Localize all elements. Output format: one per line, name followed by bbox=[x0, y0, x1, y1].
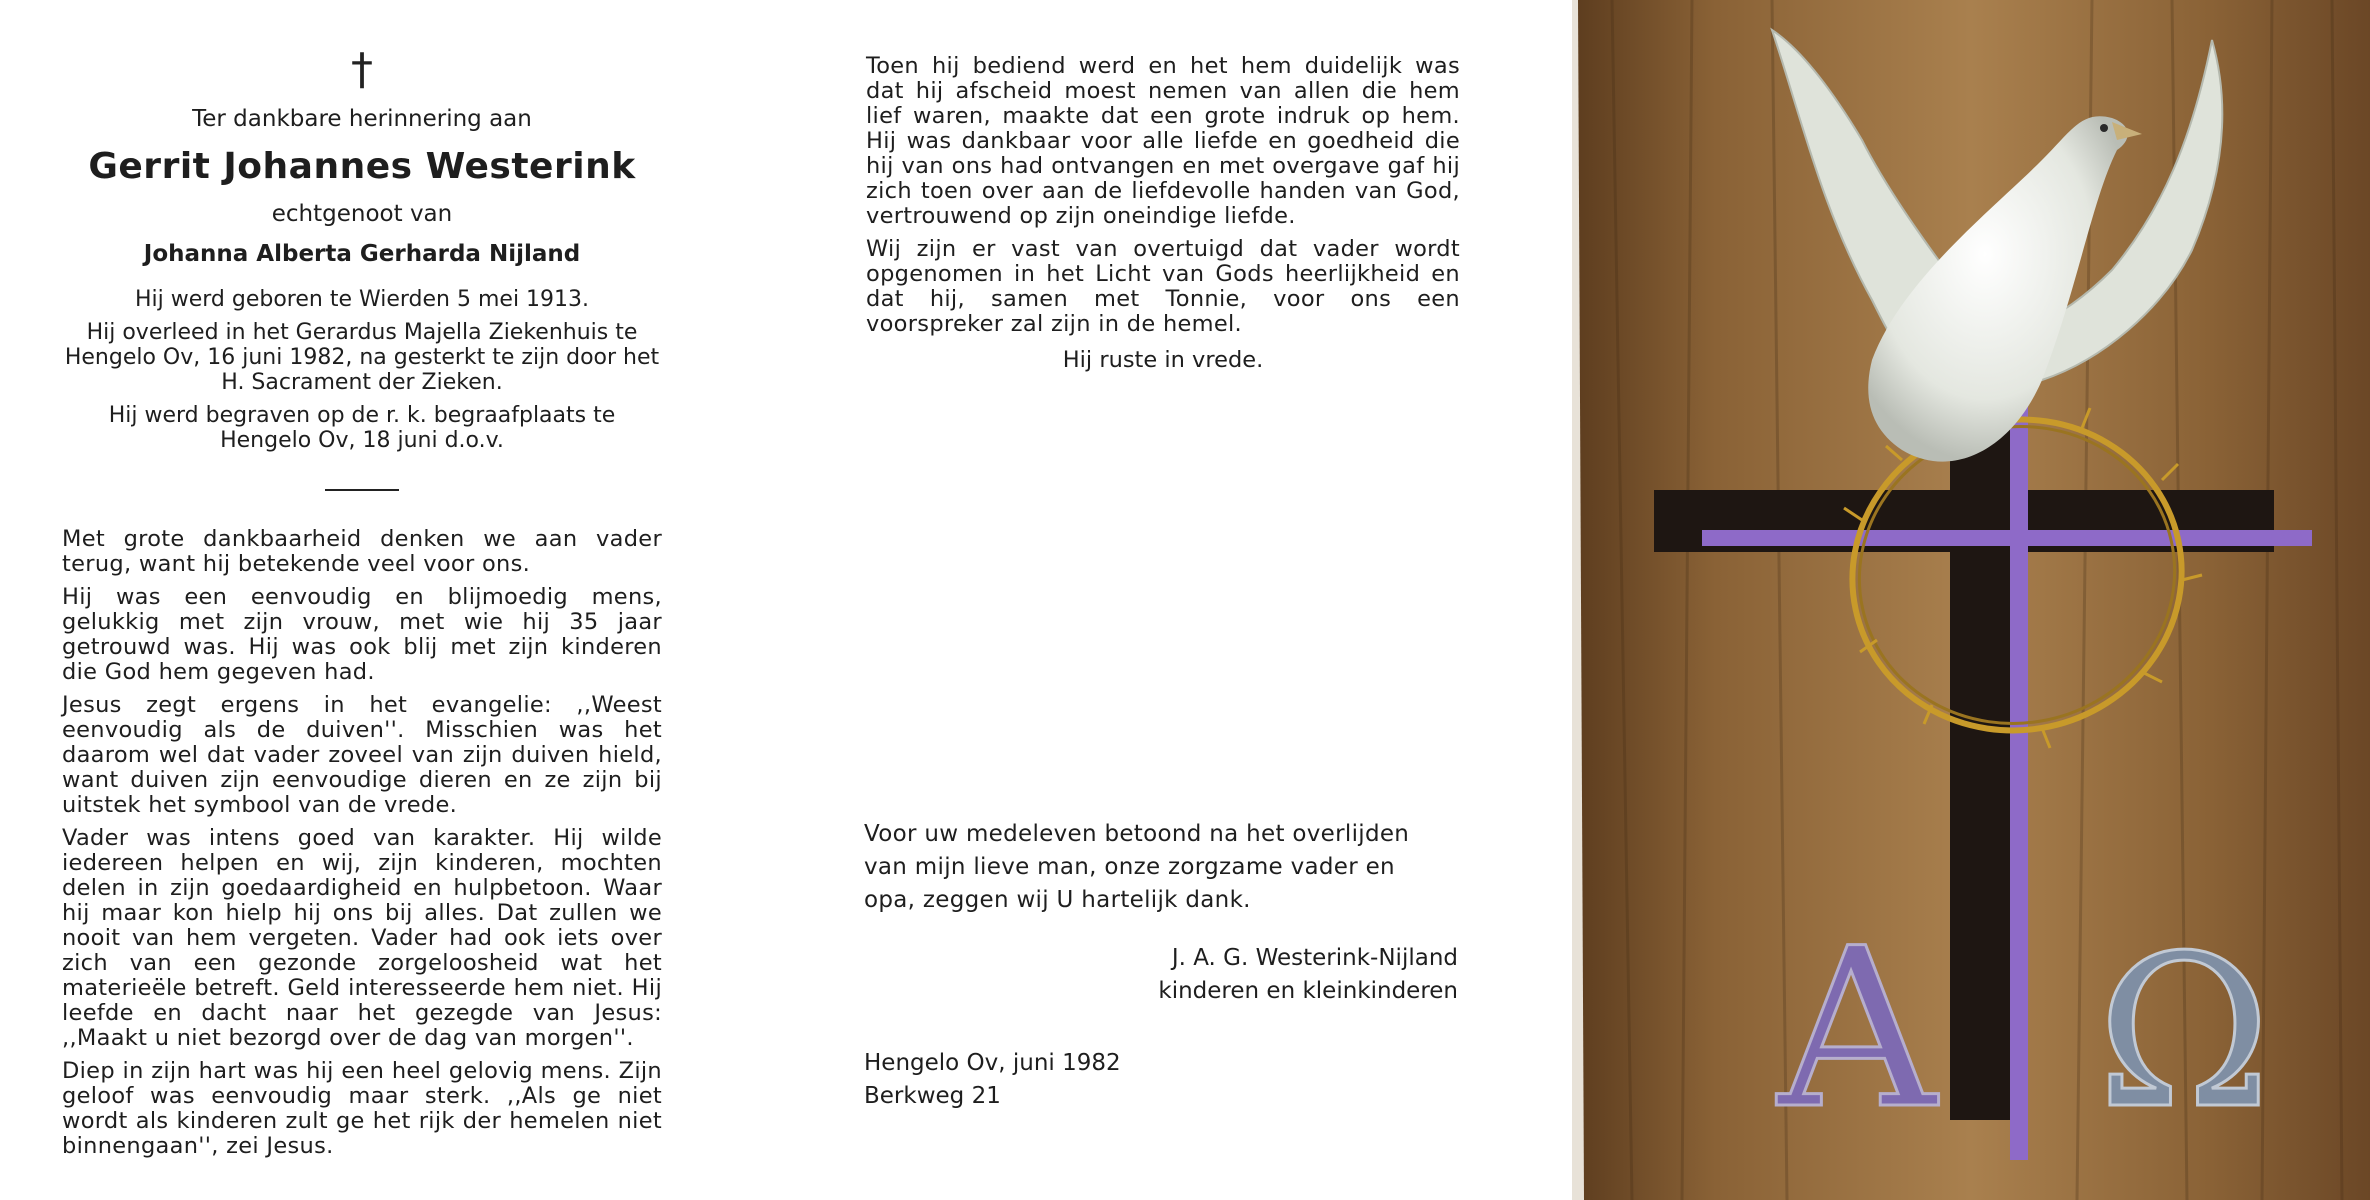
life-facts bbox=[62, 287, 662, 453]
signature-family: kinderen en kleinkinderen bbox=[1158, 978, 1458, 1004]
paragraph: Jesus zegt ergens in het evangelie: ,,Weest eenvoudig als de duiven''. Misschien was het daarom wel dat vader zoveel van zijn duiven hield, want duiven zijn eenvoudige dieren en ze zijn bij uitstek het symbool van de vrede. bbox=[62, 692, 662, 818]
omega-letter: Ω bbox=[2096, 910, 2272, 1155]
paragraph: Hij was een eenvoudig en blijmoedig mens, gelukkig met zijn vrouw, met wie hij 35 jaar getrouwd was. Hij was ook blij met zijn kinderen die God hem gegeven had. bbox=[62, 584, 662, 685]
left-panel bbox=[62, 40, 662, 1167]
address-block bbox=[864, 1047, 1464, 1113]
spouse-name: Johanna Alberta Gerharda Nijland bbox=[143, 241, 581, 267]
deceased-name: Gerrit Johannes Westerink bbox=[88, 146, 636, 187]
spouse-label: echtgenoot van bbox=[271, 201, 453, 227]
death-fact: Hij overleed in het Gerardus Majella Ziekenhuis te Hengelo Ov, 16 juni 1982, na gesterkt te zijn door het H. Sacrament der Zieken. bbox=[64, 320, 660, 395]
alpha-letter: A bbox=[1777, 901, 1937, 1157]
middle-text bbox=[866, 54, 1460, 373]
divider bbox=[325, 489, 399, 491]
birth-fact: Hij werd geboren te Wierden 5 mei 1913. bbox=[134, 287, 590, 312]
thanks-line: Voor uw medeleven betoond na het overlijden bbox=[864, 821, 1410, 847]
thanks-line: opa, zeggen wij U hartelijk dank. bbox=[864, 887, 1251, 913]
intro-text: Ter dankbare herinnering aan bbox=[192, 106, 532, 132]
left-text bbox=[62, 527, 662, 1159]
cross-and-dove-painting bbox=[1572, 0, 2370, 1200]
street-address: Berkweg 21 bbox=[864, 1083, 1001, 1109]
signature bbox=[864, 942, 1458, 1008]
paragraph: Wij zijn er vast van overtuigd dat vader wordt opgenomen in het Licht van Gods heerlijkheid en dat hij, samen met Tonnie, voor ons een voorspreker zal zijn in de hemel. bbox=[866, 236, 1460, 337]
paragraph: Vader was intens goed van karakter. Hij wilde iedereen helpen en wij, zijn kinderen, mochten delen in zijn goedaardigheid en hulpbetoon. Waar hij maar kon hielp hij ons bij alles. Dat zullen we nooit van hem vergeten. Vader had ook iets over zich van een gezonde zorgeloosheid wat het materieële betreft. Geld interesseerde hem niet. Hij leefde en dacht naar het gezegde van Jesus: ,,Maakt u niet bezorgd over de dag van morgen''. bbox=[62, 825, 662, 1051]
thanks-line: van mijn lieve man, onze zorgzame vader en bbox=[864, 854, 1395, 880]
cross-symbol: † bbox=[351, 44, 373, 95]
paragraph: Met grote dankbaarheid denken we aan vader terug, want hij betekende veel voor ons. bbox=[62, 526, 662, 577]
paragraph: Diep in zijn hart was hij een heel gelovig mens. Zijn geloof was eenvoudig maar sterk. ,,Als ge niet wordt als kinderen zult ge het rijk der hemelen niet binnengaan'', zei Jesus. bbox=[62, 1058, 662, 1159]
rest-in-peace: Hij ruste in vrede. bbox=[1062, 347, 1264, 373]
burial-fact: Hij werd begraven op de r. k. begraafplaats te Hengelo Ov, 18 juni d.o.v. bbox=[108, 403, 616, 453]
signature-name: J. A. G. Westerink-Nijland bbox=[1171, 945, 1458, 971]
thanks-note bbox=[864, 818, 1464, 917]
place-date: Hengelo Ov, juni 1982 bbox=[864, 1050, 1121, 1076]
paragraph: Toen hij bediend werd en het hem duidelijk was dat hij afscheid moest nemen van allen die hem lief waren, maakte dat een grote indruk op hem. Hij was dankbaar voor alle liefde en goedheid die hij van ons had ontvangen en met overgave gaf hij zich toen over aan de liefdevolle handen van God, vertrouwend op zijn oneindige liefde. bbox=[866, 53, 1460, 229]
cross-vertical-beam bbox=[2010, 380, 2028, 1160]
dove-eye bbox=[2100, 124, 2108, 132]
cross-horizontal-beam bbox=[1702, 530, 2312, 546]
